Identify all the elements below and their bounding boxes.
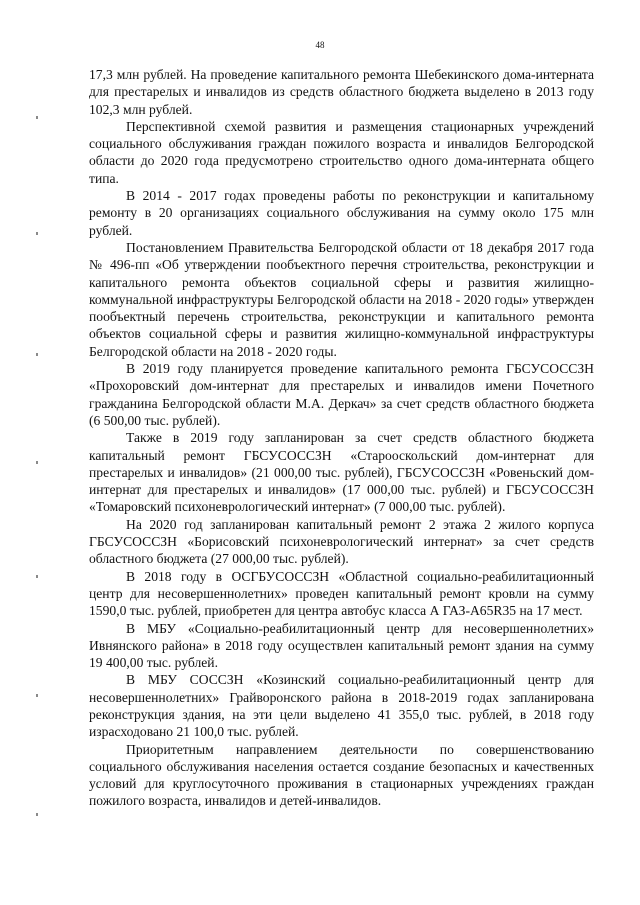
paragraph: В МБУ СОССЗН «Козинский социально-реабилитационный центр для несовершеннолетних» Грайворонского района в 2018-2019 годах запланирована реконструкция здания, на эти цели выделено 41 355,0 тыс. рублей, в 2018 году израсходовано 21 100,0 тыс. рублей. xyxy=(89,672,594,740)
scan-mark xyxy=(36,353,38,356)
paragraph: В 2019 году планируется проведение капитального ремонта ГБСУСОССЗН «Прохоровский дом-интернат для престарелых и инвалидов имени Почетного гражданина Белгородской области М.А. Деркач» за счет средств областного бюджета (6 500,00 тыс. рублей). xyxy=(89,361,594,428)
paragraph: В 2014 - 2017 годах проведены работы по реконструкции и капитальному ремонту в 20 организациях социального обслуживания на сумму около 175 млн рублей. xyxy=(89,188,594,238)
paragraph: На 2020 год запланирован капитальный ремонт 2 этажа 2 жилого корпуса ГБСУСОССЗН «Борисовский психоневрологический интернат» за счет средств областного бюджета (27 000,00 тыс. рублей). xyxy=(89,516,594,567)
paragraph: Приоритетным направлением деятельности по совершенствованию социального обслуживания населения остается создание безопасных и качественных условий для круглосуточного проживания в стационарных учреждениях граждан пожилого возраста, инвалидов и детей-инвалидов. xyxy=(89,741,594,809)
paragraph: В 2018 году в ОСГБУСОССЗН «Областной социально-реабилитационный центр для несовершеннолетних» проведен капитальный ремонт кровли на сумму 1590,0 тыс. рублей, приобретен для центра автобус класса А ГАЗ-А65R35 на 17 мест. xyxy=(89,568,594,619)
paragraph: 17,3 млн рублей. На проведение капитального ремонта Шебекинского дома-интерната для престарелых и инвалидов из средств областного бюджета выделено в 2013 году 102,3 млн рублей. xyxy=(89,67,594,117)
document-body xyxy=(89,66,594,810)
page-number: 48 xyxy=(315,40,325,50)
paragraph: Также в 2019 году запланирован за счет средств областного бюджета капитальный ремонт ГБСУСОССЗН «Старооскольский дом-интернат для престарелых и инвалидов» (21 000,00 тыс. рублей), ГБСУСОССЗН «Ровеньский дом-интернат для престарелых и инвалидов» (17 000,00 тыс. рублей) и ГБСУСОССЗН «Томаровский психоневрологический интернат» (7 000,00 тыс. рублей). xyxy=(89,430,594,515)
scan-mark xyxy=(36,116,38,119)
scan-mark xyxy=(36,461,38,464)
scan-mark xyxy=(36,813,38,816)
paragraph: Перспективной схемой развития и размещения стационарных учреждений социального обслуживания граждан пожилого возраста и инвалидов Белгородской области до 2020 года предусмотрено строительство одного дома-интерната общего типа. xyxy=(89,118,594,186)
scan-mark xyxy=(36,575,38,578)
scan-mark xyxy=(36,694,38,697)
paragraph: В МБУ «Социально-реабилитационный центр для несовершеннолетних» Ивнянского района» в 2018 году осуществлен капитальный ремонт здания на сумму 19 400,00 тыс. рублей. xyxy=(89,620,594,671)
scan-mark xyxy=(36,232,38,235)
paragraph: Постановлением Правительства Белгородской области от 18 декабря 2017 года № 496-пп «Об утверждении пообъектного перечня строительства, реконструкции и капитального ремонта объектов социальной сферы и развития жилищно-коммунальной инфраструктуры Белгородской области на 2018 - 2020 годы» утвержден пообъектный перечень строительства, реконструкции и капитального ремонта объектов социальной сферы и развития жилищно-коммунальной инфраструктуры Белгородской области на 2018 - 2020 годы. xyxy=(89,239,594,359)
